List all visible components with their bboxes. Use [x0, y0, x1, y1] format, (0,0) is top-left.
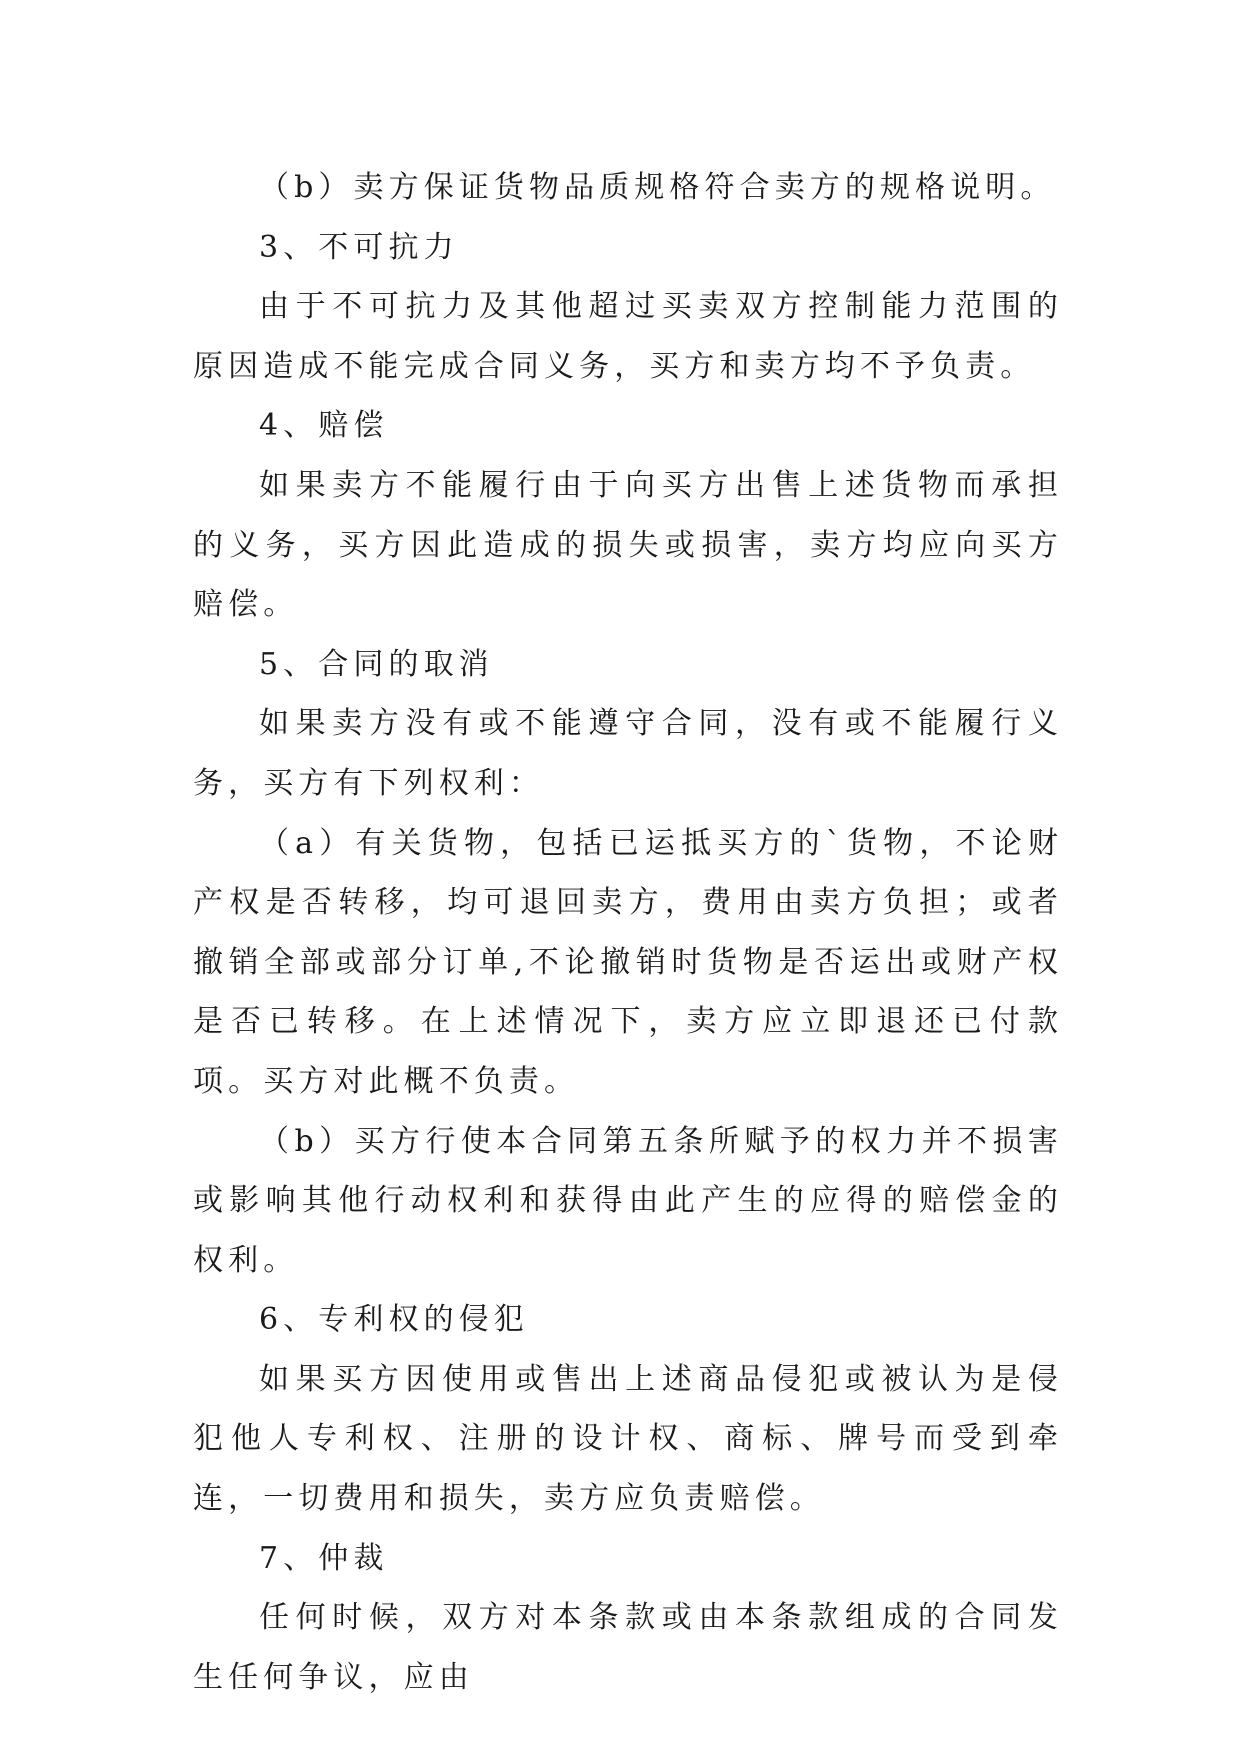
paragraph-compensation: 如果卖方不能履行由于向买方出售上述货物而承担的义务，买方因此造成的损失或损害，卖方均应向买方赔偿。 [193, 467, 1063, 623]
paragraph-cancellation-b: （b）买方行使本合同第五条所赋予的权力并不损害或影响其他行动权利和获得由此产生的应得的赔偿金的权利。 [193, 1123, 1063, 1278]
paragraph-arbitration: 任何时候，双方对本条款或由本条款组成的合同发生任何争议，应由 [193, 1600, 1063, 1695]
paragraph-cancellation-a: （a）有关货物，包括已运抵买方的`货物，不论财产权是否转移，均可退回卖方，费用由卖方负担；或者撤销全部或部分订单,不论撤销时货物是否运出或财产权是否已转移。在上述情况下，卖方应立即退还已付款项。买方对此概不负责。 [193, 825, 1063, 1099]
paragraph-cancellation-rights: 如果卖方没有或不能遵守合同，没有或不能履行义务，买方有下列权利： [193, 706, 1063, 801]
heading-force-majeure: 3、不可抗力 [259, 229, 459, 265]
document-body [193, 158, 1063, 1707]
heading-compensation: 4、赔偿 [259, 408, 389, 444]
heading-patent-infringement: 6、专利权的侵犯 [259, 1302, 529, 1338]
heading-contract-cancellation: 5、合同的取消 [259, 646, 494, 682]
paragraph-patent-infringement: 如果买方因使用或售出上述商品侵犯或被认为是侵犯他人专利权、注册的设计权、商标、牌号而受到牵连，一切费用和损失，卖方应负责赔偿。 [193, 1361, 1063, 1517]
paragraph-force-majeure: 由于不可抗力及其他超过买卖双方控制能力范围的原因造成不能完成合同义务，买方和卖方均不予负责。 [193, 289, 1063, 384]
heading-arbitration: 7、仲裁 [259, 1540, 389, 1576]
paragraph-quality-guarantee: （b）卖方保证货物品质规格符合卖方的规格说明。 [259, 170, 1056, 205]
